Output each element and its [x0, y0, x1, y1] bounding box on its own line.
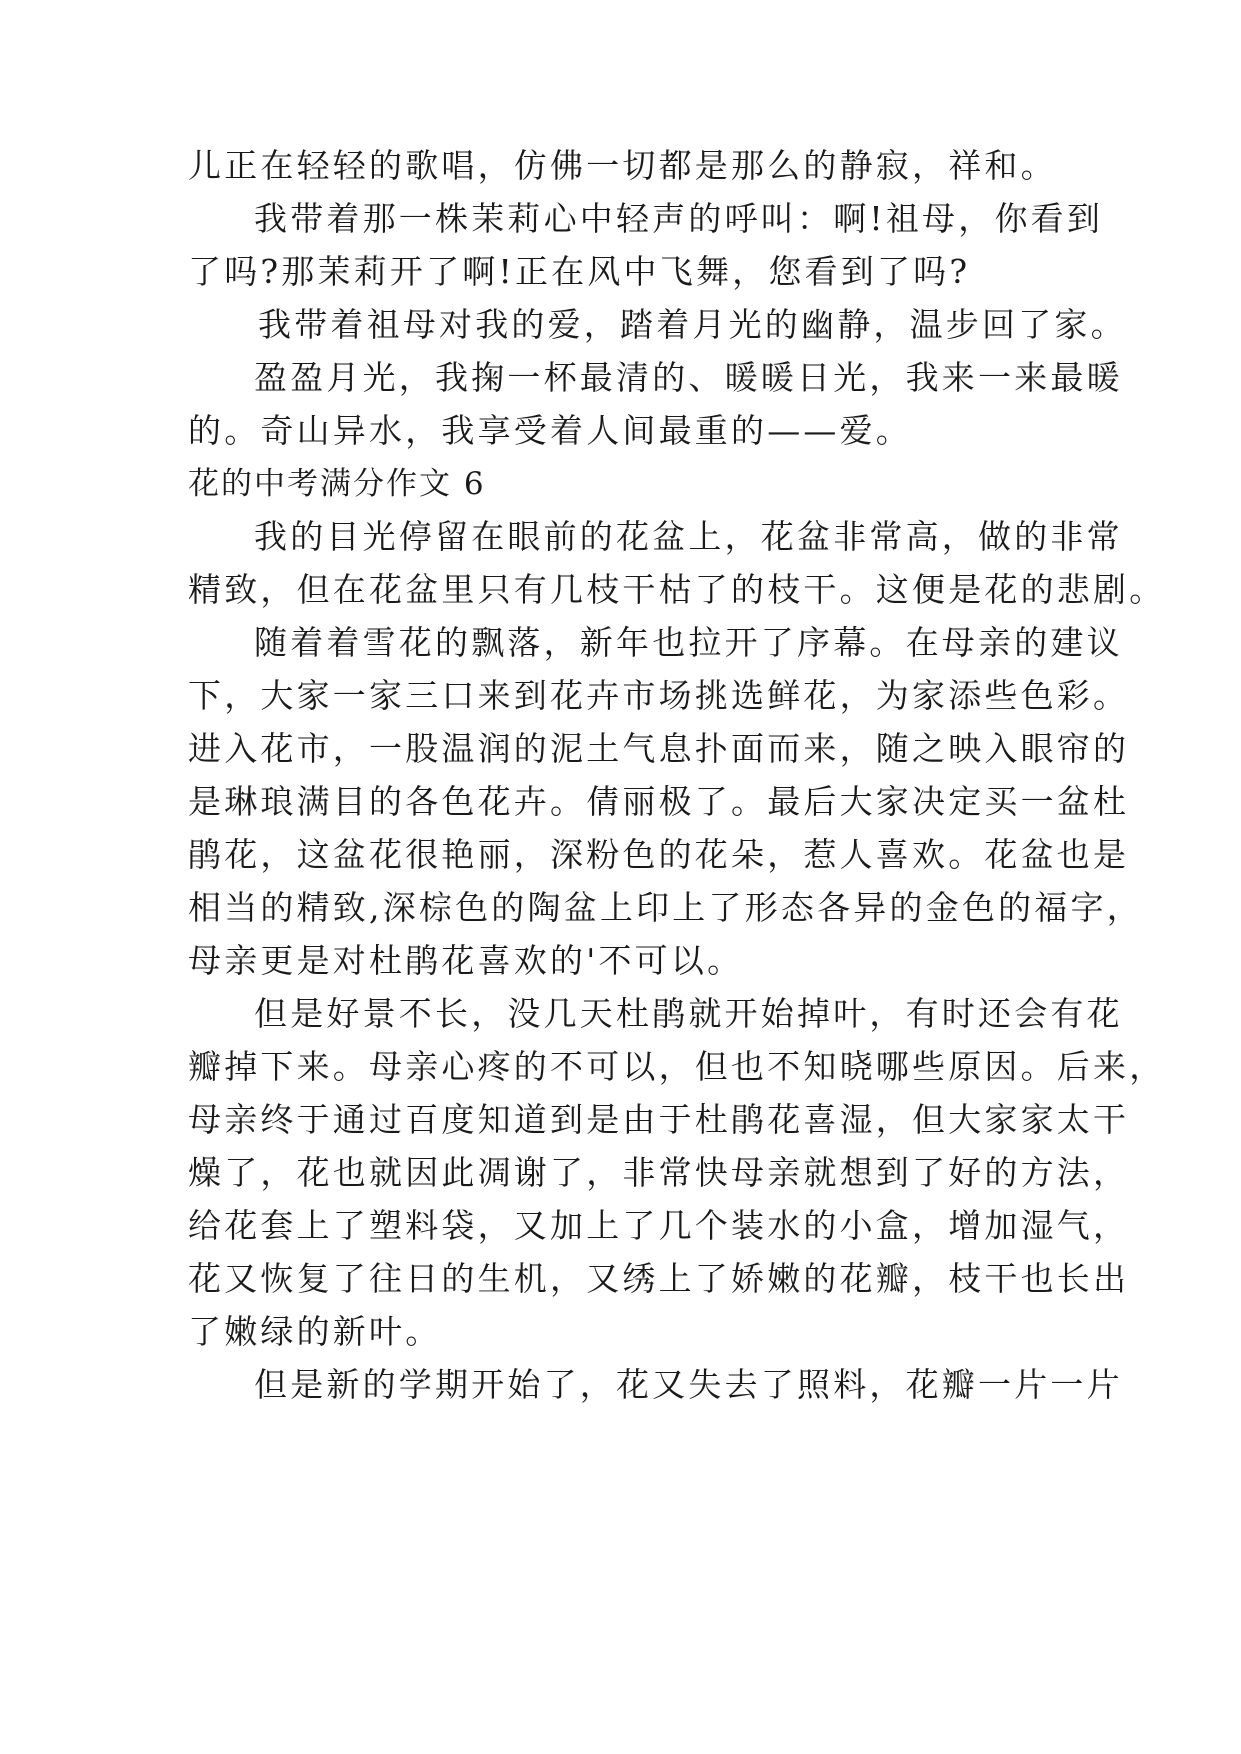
text-line: 了吗?那茉莉开了啊!正在风中飞舞，您看到了吗? — [188, 252, 971, 291]
paragraph-first-line: 盈盈月光，我掬一杯最清的、暖暖日光，我来一来最暖 — [254, 358, 1123, 397]
text-line: 进入花市，一股温润的泥土气息扑面而来，随之映入眼帘的 — [188, 729, 1130, 768]
text-line: 母亲更是对杜鹃花喜欢的'不可以。 — [188, 941, 744, 980]
paragraph-first-line: 但是新的学期开始了，花又失去了照料，花瓣一片一片 — [254, 1365, 1123, 1404]
paragraph-first-line: 我带着那一株茉莉心中轻声的呼叫：啊!祖母，你看到 — [254, 199, 1104, 238]
text-line: 了嫩绿的新叶。 — [188, 1312, 442, 1351]
text-line: 燥了，花也就因此凋谢了，非常快母亲就想到了好的方法， — [188, 1153, 1130, 1192]
paragraph-first-line: 随着着雪花的飘落，新年也拉开了序幕。在母亲的建议 — [254, 623, 1123, 662]
paragraph-first-line: 但是好景不长，没几天杜鹃就开始掉叶，有时还会有花 — [254, 994, 1123, 1033]
text-line: 母亲终于通过百度知道到是由于杜鹃花喜湿，但大家家太干 — [188, 1100, 1130, 1139]
text-line: 精致，但在花盆里只有几枝干枯了的枝干。这便是花的悲剧。 — [188, 570, 1166, 609]
text-line: 相当的精致,深棕色的陶盆上印上了形态各异的金色的福字， — [188, 888, 1143, 927]
text-line: 下，大家一家三口来到花卉市场挑选鲜花，为家添些色彩。 — [188, 676, 1130, 715]
section-heading: 花的中考满分作文 6 — [188, 466, 486, 502]
text-line: 花又恢复了往日的生机，又绣上了娇嫩的花瓣，枝干也长出 — [188, 1259, 1130, 1298]
text-line: 是琳琅满目的各色花卉。倩丽极了。最后大家决定买一盆杜 — [188, 782, 1130, 821]
text-line: 给花套上了塑料袋，又加上了几个装水的小盒，增加湿气， — [188, 1206, 1130, 1245]
text-line: 的。奇山异水，我享受着人间最重的——爱。 — [188, 411, 912, 450]
text-line: 鹃花，这盆花很艳丽，深粉色的花朵，惹人喜欢。花盆也是 — [188, 835, 1130, 874]
text-line: 儿正在轻轻的歌唱，仿佛一切都是那么的静寂，祥和。 — [188, 146, 1057, 185]
paragraph-first-line: 我的目光停留在眼前的花盆上，花盆非常高，做的非常 — [254, 517, 1123, 556]
text-line: 瓣掉下来。母亲心疼的不可以，但也不知晓哪些原因。后来， — [188, 1047, 1166, 1086]
paragraph-first-line: 我带着祖母对我的爱，踏着月光的幽静，温步回了家。 — [258, 305, 1127, 344]
